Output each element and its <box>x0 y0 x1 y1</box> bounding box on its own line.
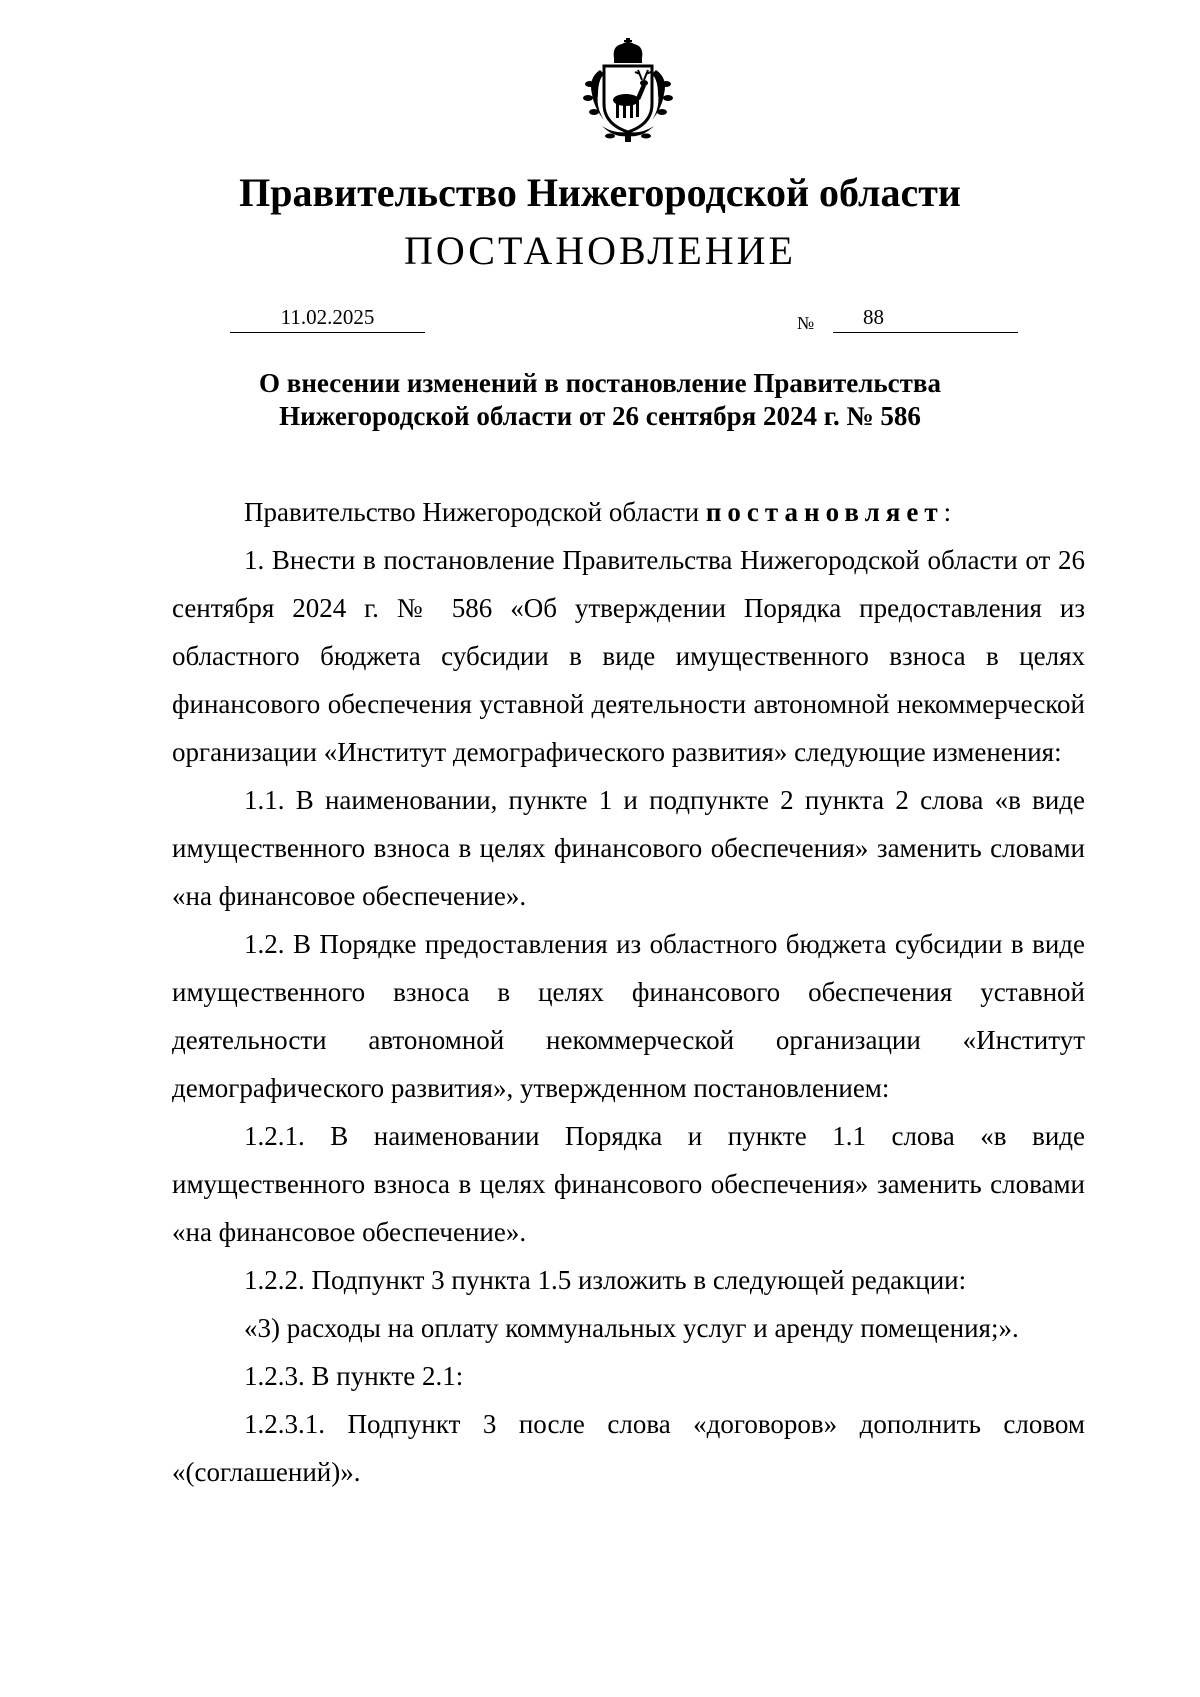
paragraph-1-2-2-text: «3) расходы на оплату коммунальных услуг и аренду помещения;». <box>244 1313 1019 1343</box>
document-subject <box>0 367 1200 433</box>
paragraph-intro <box>172 488 1085 536</box>
document-number-field <box>833 302 1018 333</box>
intro-verb: постановляет <box>705 497 944 527</box>
document-type: ПОСТАНОВЛЕНИЕ <box>404 228 796 273</box>
paragraph-1-2: 1.2. В Порядке предоставления из областного бюджета субсидии в виде имущественного взноса в целях финансового обеспечения уставной деятельности автономной некоммерческой организации «Институт демографического развития», утвержденном постановлением: <box>172 929 1085 1103</box>
number-sign: № <box>797 313 815 333</box>
paragraph-1-2-2: 1.2.2. Подпункт 3 пункта 1.5 изложить в следующей редакции: <box>244 1265 967 1295</box>
paragraph-1-1: 1.1. В наименовании, пункте 1 и подпункте 2 пункта 2 слова «в виде имущественного взноса в целях финансового обеспечения» заменить словами «на финансовое обеспечение». <box>172 785 1085 911</box>
subject-line-2: Нижегородской области от 26 сентября 2024 г. № 586 <box>279 401 921 431</box>
paragraph-1: 1. Внести в постановление Правительства Нижегородской области от 26 сентября 2024 г. № 586 «Об утверждении Порядка предоставления из областного бюджета субсидии в виде имущественного взноса в целях финансового обеспечения уставной деятельности автономной некоммерческой организации «Институт демографического развития» следующие изменения: <box>172 545 1085 767</box>
paragraph-1-2-1: 1.2.1. В наименовании Порядка и пункте 1.1 слова «в виде имущественного взноса в целях финансового обеспечения» заменить словами «на финансовое обеспечение». <box>172 1121 1085 1247</box>
government-title: Правительство Нижегородской области <box>239 170 961 215</box>
paragraph-1-2-3: 1.2.3. В пункте 2.1: <box>244 1361 464 1391</box>
coat-of-arms-emblem <box>574 38 682 146</box>
intro-text: Правительство Нижегородской области <box>244 497 706 527</box>
document-number: 88 <box>863 305 884 329</box>
paragraph-1-2-3-1: 1.2.3.1. Подпункт 3 после слова «договоров» дополнить словом «(соглашений)». <box>172 1409 1085 1487</box>
intro-colon: : <box>943 497 952 527</box>
document-body <box>172 488 1085 1496</box>
document-date: 11.02.2025 <box>230 302 425 333</box>
subject-line-1: О внесении изменений в постановление Правительства <box>259 368 941 398</box>
